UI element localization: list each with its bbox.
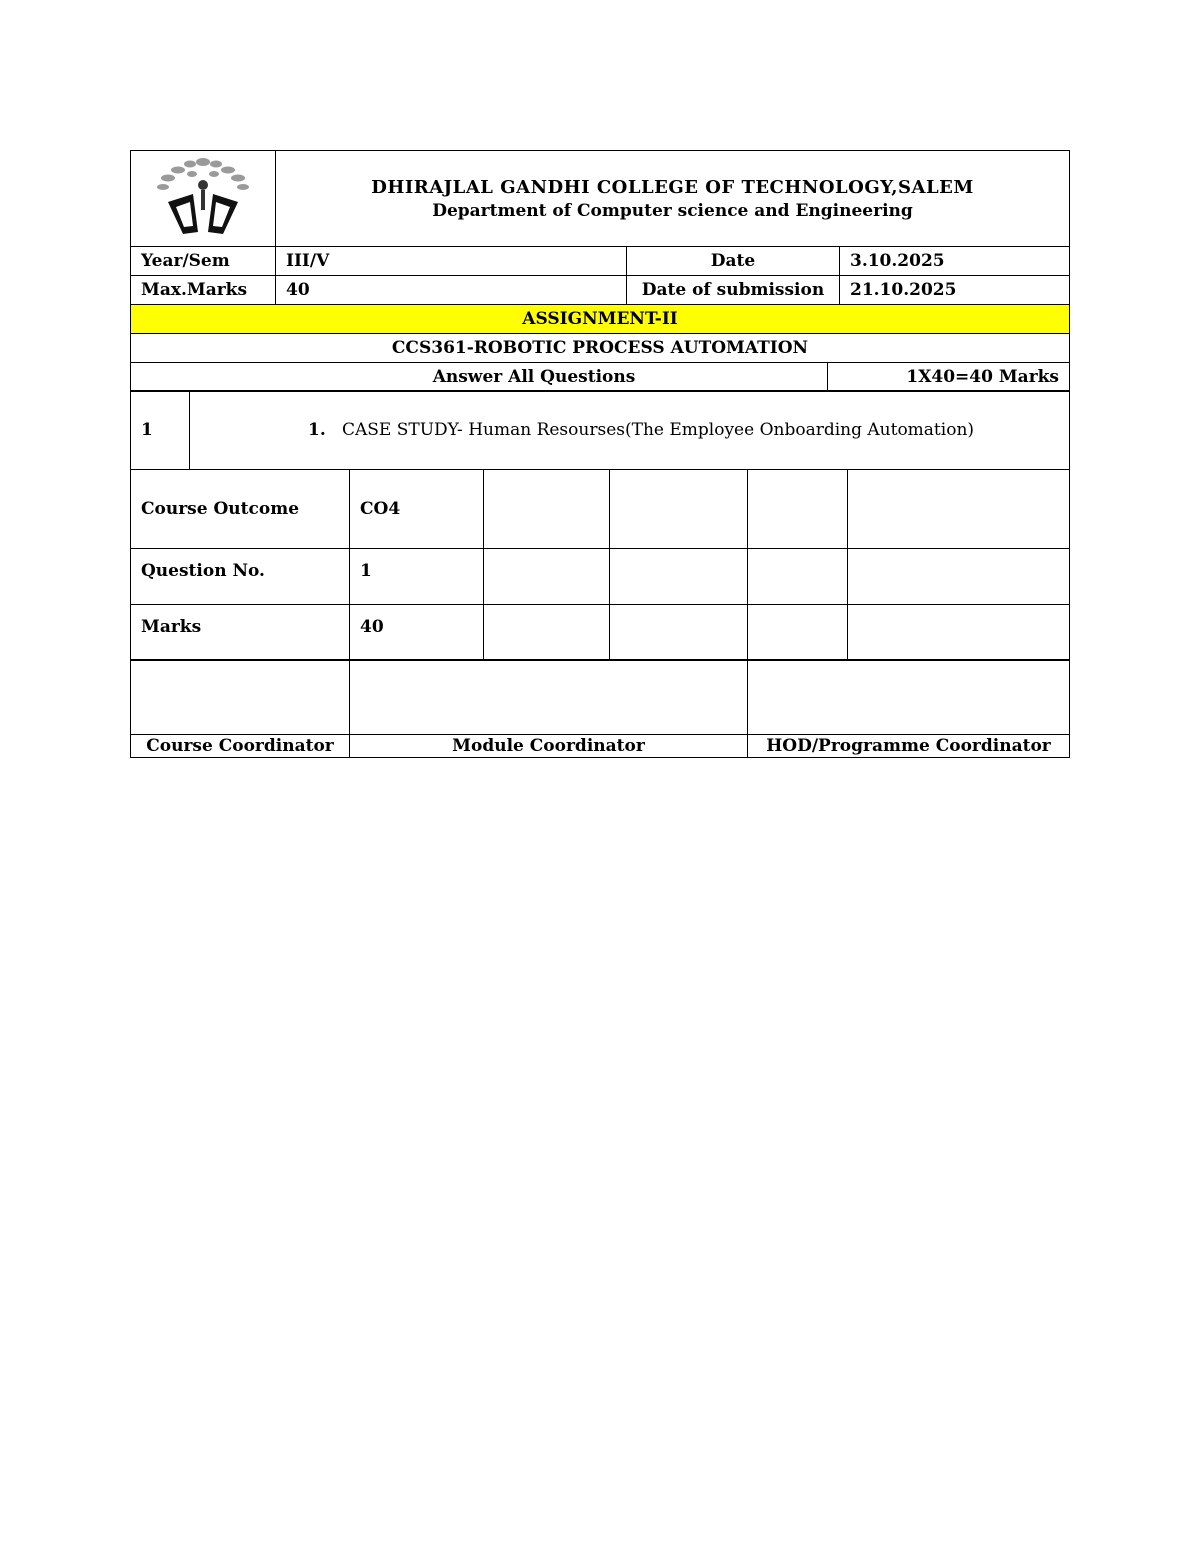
empty-cell	[848, 604, 1070, 660]
module-coordinator-label: Module Coordinator	[350, 735, 748, 758]
year-sem-label: Year/Sem	[131, 247, 276, 276]
signature-space-hod	[748, 660, 1070, 735]
marks-label: Marks	[131, 604, 350, 660]
department-name: Department of Computer science and Engineering	[432, 200, 913, 221]
empty-cell	[748, 548, 848, 604]
empty-cell	[610, 604, 748, 660]
course-coordinator-label: Course Coordinator	[131, 735, 350, 758]
empty-cell	[484, 469, 610, 548]
header-title-cell	[276, 151, 1070, 247]
signature-space-module	[350, 660, 748, 735]
question-item-number: 1.	[308, 420, 326, 440]
question-no-value: 1	[350, 548, 484, 604]
instruction-text: Answer All Questions	[131, 362, 828, 391]
logo-cell	[131, 151, 276, 247]
empty-cell	[748, 604, 848, 660]
max-marks-label: Max.Marks	[131, 276, 276, 305]
empty-cell	[484, 604, 610, 660]
hod-label: HOD/Programme Coordinator	[748, 735, 1070, 758]
course-outcome-label: Course Outcome	[131, 469, 350, 548]
college-logo	[148, 152, 258, 240]
date-label: Date	[626, 247, 839, 276]
empty-cell	[848, 469, 1070, 548]
college-name: DHIRAJLAL GANDHI COLLEGE OF TECHNOLOGY,SALEM	[371, 176, 974, 198]
empty-cell	[484, 548, 610, 604]
question-cell	[190, 391, 1070, 470]
empty-cell	[748, 469, 848, 548]
question-no-label: Question No.	[131, 548, 350, 604]
empty-cell	[848, 548, 1070, 604]
assignment-document	[130, 150, 1070, 758]
marks-value: 40	[350, 604, 484, 660]
assignment-title: ASSIGNMENT-II	[131, 305, 1070, 334]
signature-table	[130, 659, 1070, 758]
max-marks-value: 40	[276, 276, 627, 305]
submission-date-label: Date of submission	[626, 276, 839, 305]
empty-cell	[610, 548, 748, 604]
signature-space-course	[131, 660, 350, 735]
question-number: 1	[131, 391, 190, 470]
question-table	[130, 390, 1070, 470]
marks-scheme: 1X40=40 Marks	[828, 362, 1070, 391]
date-value: 3.10.2025	[839, 247, 1069, 276]
course-outcome-value: CO4	[350, 469, 484, 548]
year-sem-value: III/V	[276, 247, 627, 276]
submission-date-value: 21.10.2025	[839, 276, 1069, 305]
course-title: CCS361-ROBOTIC PROCESS AUTOMATION	[131, 334, 1070, 363]
outcome-table	[130, 469, 1070, 661]
question-text: CASE STUDY- Human Resourses(The Employee Onboarding Automation)	[342, 420, 975, 440]
empty-cell	[610, 469, 748, 548]
header-table	[130, 150, 1070, 363]
instruction-table	[130, 362, 1070, 392]
